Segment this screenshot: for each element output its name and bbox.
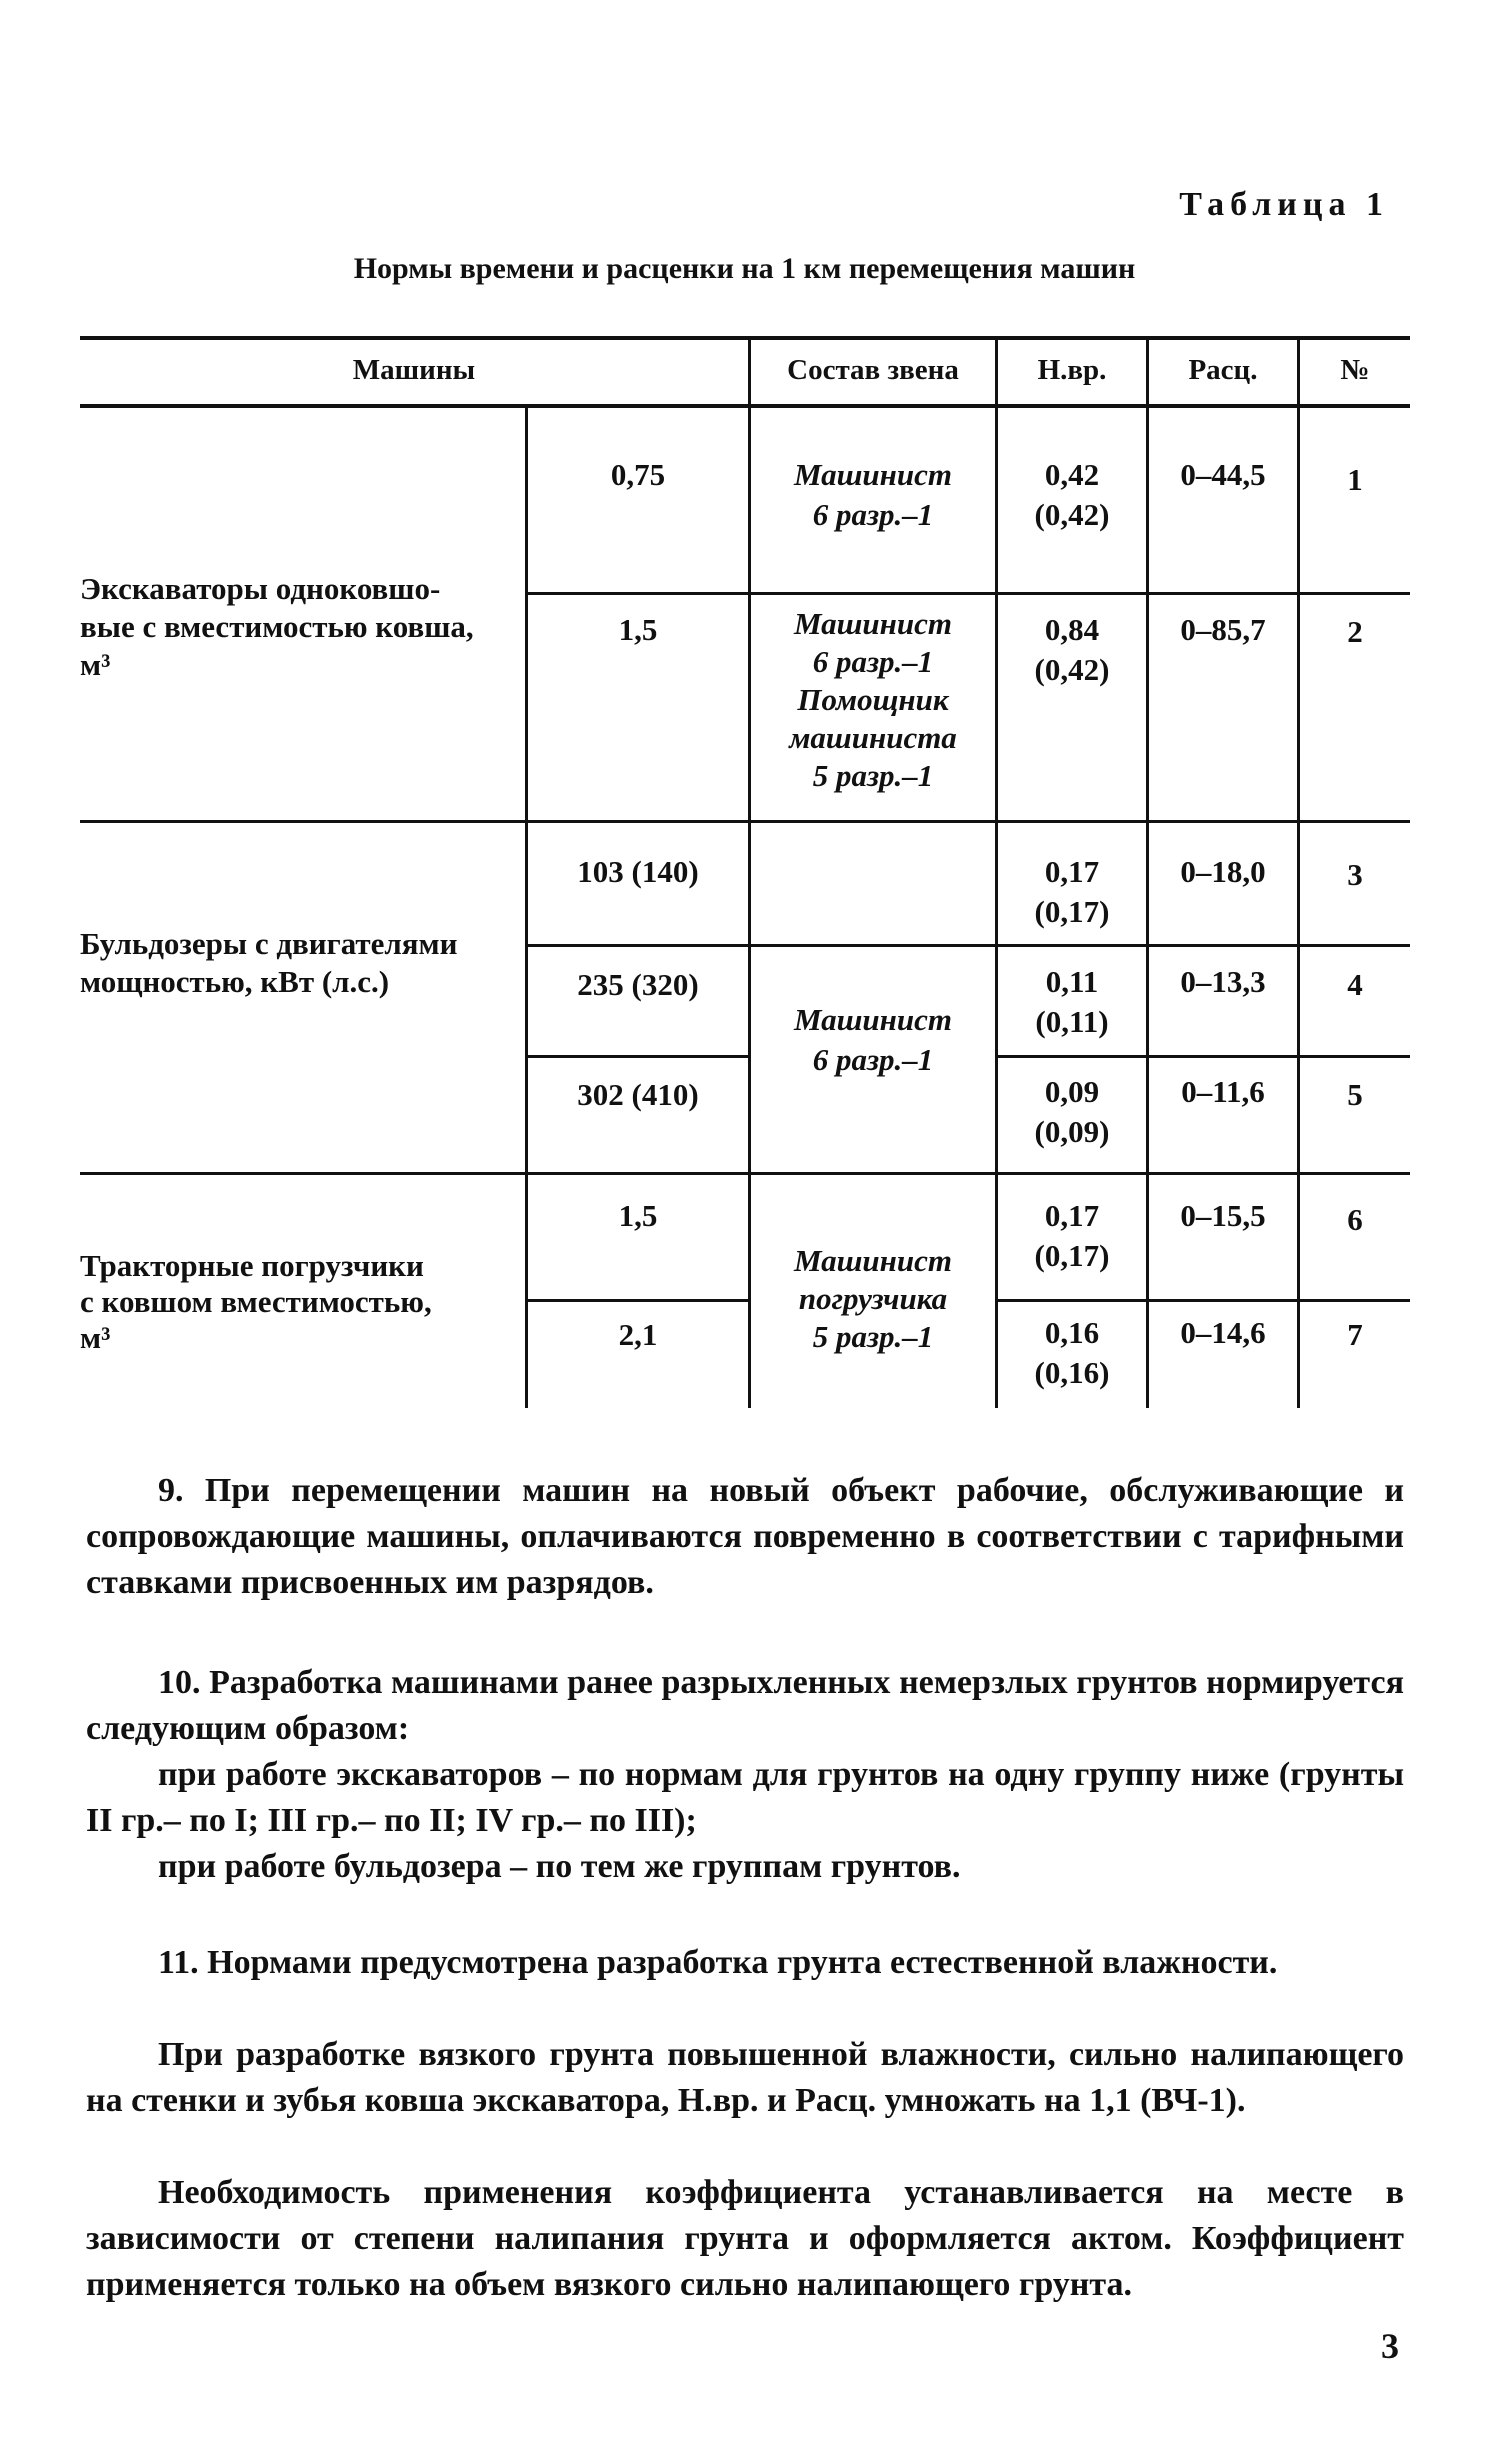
group-2-bottom-rule	[80, 1172, 1410, 1175]
table-row-5-value: 302 (410)	[577, 1077, 699, 1112]
paragraph-11: 11. Нормами предусмотрена разработка грунта естественной влажности.	[158, 1944, 1278, 1981]
group-name-tractor-loaders: Тракторные погрузчики с ковшом вместимостью, м³	[80, 1248, 432, 1355]
table-label: Таблица 1	[1179, 186, 1389, 223]
table-row-2-crew: Машинист 6 разр.–1 Помощник машиниста 5 разр.–1	[789, 606, 957, 793]
table-row-2-value: 1,5	[618, 612, 658, 647]
table-row-2-no: 2	[1347, 614, 1363, 649]
table-row-6-nvr: 0,17 (0,17)	[1034, 1198, 1110, 1273]
col-divider-value	[525, 406, 528, 1408]
table-row-4-rasc: 0–13,3	[1180, 964, 1266, 999]
table-row-5-nvr: 0,09 (0,09)	[1034, 1074, 1110, 1149]
group-name-excavators: Экскаваторы одноковшо- вые с вместимостью ковша, м³	[80, 571, 474, 682]
table-row-2-rasc: 0–85,7	[1180, 612, 1266, 647]
table-row-1-value: 0,75	[610, 457, 666, 492]
row-6-bottom-left-rule	[527, 1299, 749, 1302]
table-row-3-no: 3	[1347, 857, 1363, 892]
table-row-4-value: 235 (320)	[577, 967, 699, 1002]
paragraph-10b: при работе бульдозера – по тем же группам грунтов.	[158, 1848, 961, 1885]
header-no: №	[1340, 354, 1370, 386]
paragraph-10: 10. Разработка машинами ранее разрыхленных немерзлых грунтов нормируется следующим образом:	[86, 1664, 1404, 1747]
table-row-3-rasc: 0–18,0	[1180, 854, 1266, 889]
table-row-6-no: 6	[1347, 1202, 1363, 1237]
table-row-3-nvr: 0,17 (0,17)	[1034, 854, 1110, 929]
header-machines: Машины	[352, 354, 476, 386]
table-row-1-nvr: 0,42 (0,42)	[1034, 457, 1110, 532]
table-row-7-value: 2,1	[618, 1317, 658, 1352]
table-row-4-no: 4	[1347, 967, 1363, 1002]
row-6-bottom-right-rule	[995, 1299, 1410, 1302]
table-title: Нормы времени и расценки на 1 км перемещения машин	[353, 252, 1136, 285]
row-4-bottom-right-rule	[995, 1055, 1410, 1058]
table-row-1-crew: Машинист 6 разр.–1	[793, 457, 952, 532]
group-name-bulldozers: Бульдозеры с двигателями мощностью, кВт (л.с.)	[80, 926, 458, 999]
table-row-5-rasc: 0–11,6	[1181, 1074, 1265, 1109]
paragraph-11a: При разработке вязкого грунта повышенной влажности, сильно налипающего на стенки и зубья ковша экскаватора, Н.вр. и Расц. умножать на 1,1 (ВЧ-1).	[86, 2036, 1404, 2119]
row-4-bottom-left-rule	[527, 1055, 749, 1058]
bulldozer-crew: Машинист 6 разр.–1	[793, 1002, 952, 1077]
header-crew: Состав звена	[787, 354, 959, 386]
paragraph-10a: при работе экскаваторов – по нормам для грунтов на одну группу ниже (грунты II гр.– по I; III гр.– по II; IV гр.– по III);	[86, 1756, 1404, 1839]
row-1-bottom-rule	[527, 592, 1410, 595]
row-3-bottom-left-rule	[527, 944, 995, 947]
row-3-bottom-right-rule	[995, 944, 1410, 947]
header-bottom-rule	[80, 404, 1410, 408]
table-row-7-nvr: 0,16 (0,16)	[1034, 1315, 1110, 1390]
header-nvr: Н.вр.	[1037, 354, 1107, 386]
header-rasc: Расц.	[1188, 354, 1258, 386]
table-row-7-rasc: 0–14,6	[1180, 1315, 1266, 1350]
table-row-2-nvr: 0,84 (0,42)	[1034, 612, 1110, 687]
table-row-3-value: 103 (140)	[577, 854, 699, 889]
table-row-1-rasc: 0–44,5	[1180, 457, 1266, 492]
group-1-bottom-rule	[80, 820, 1410, 823]
paragraph-9: 9. При перемещении машин на новый объект рабочие, обслуживающие и сопровождающие машины, оплачиваются повременно в соответствии с тарифными ставками присвоенных им разрядов.	[86, 1472, 1404, 1601]
table-row-4-nvr: 0,11 (0,11)	[1035, 964, 1109, 1039]
table-row-1-no: 1	[1347, 462, 1363, 497]
paragraph-11b: Необходимость применения коэффициента устанавливается на месте в зависимости от степени налипания грунта и оформляется актом. Коэффициент применяется только на объем вязкого сильно налипающего грунта.	[86, 2174, 1404, 2303]
tractor-loader-crew: Машинист погрузчика 5 разр.–1	[793, 1243, 952, 1354]
table-row-7-no: 7	[1347, 1317, 1363, 1352]
page-number: 3	[1381, 2326, 1399, 2366]
table-row-6-rasc: 0–15,5	[1180, 1198, 1266, 1233]
table-row-5-no: 5	[1347, 1077, 1363, 1112]
table-top-rule	[80, 336, 1410, 340]
table-row-6-value: 1,5	[618, 1198, 658, 1233]
